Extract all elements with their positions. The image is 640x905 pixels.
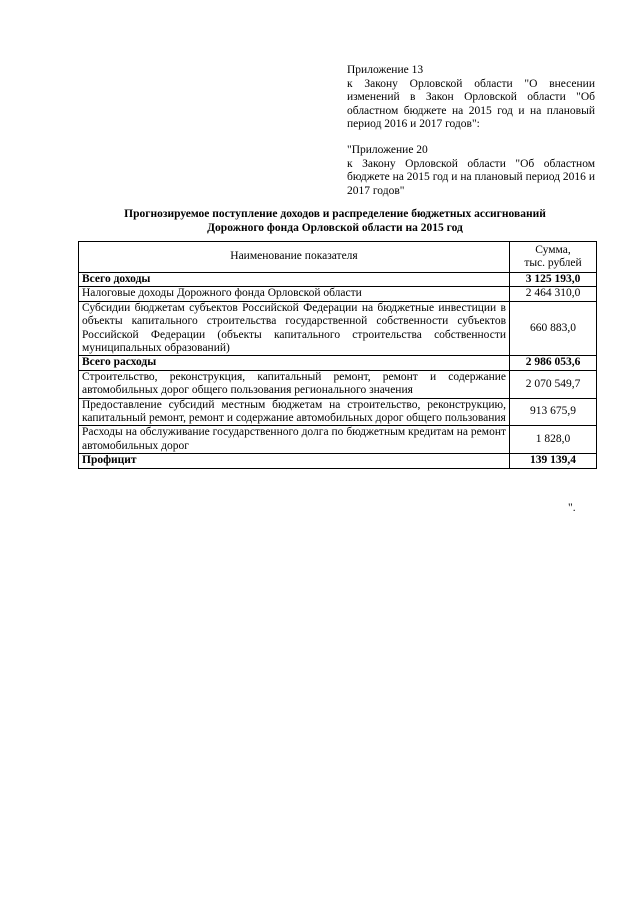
row-value: 139 139,4 bbox=[510, 454, 597, 468]
table-row bbox=[79, 454, 597, 468]
header-name: Наименование показателя bbox=[79, 242, 510, 273]
table-row bbox=[79, 370, 597, 398]
appendix-13-block bbox=[347, 64, 595, 132]
document-title-line-2: Дорожного фонда Орловской области на 2015 год bbox=[207, 221, 463, 234]
row-value: 2 464 310,0 bbox=[510, 287, 597, 301]
row-name: Субсидии бюджетам субъектов Российской Федерации на бюджетные инвестиции в объекты капитального строительства государственной собственности субъектов Российской Федерации (объекты капитального строительства собственности муниципальных образований) bbox=[79, 301, 510, 356]
header-amount-line-2: тыс. рублей bbox=[524, 257, 582, 269]
row-name: Всего расходы bbox=[79, 356, 510, 370]
appendix-13-text: к Закону Орловской области "О внесении изменений в Закон Орловской области "Об областном бюджете на 2015 год и на плановый период 2016 и 2017 годов": bbox=[347, 77, 595, 131]
row-name: Профицит bbox=[79, 454, 510, 468]
header-amount-line-1: Сумма, bbox=[535, 243, 571, 256]
row-name: Всего доходы bbox=[79, 273, 510, 287]
row-value: 660 883,0 bbox=[510, 301, 597, 356]
table-row bbox=[79, 273, 597, 287]
row-name: Расходы на обслуживание государственного долга по бюджетным кредитам на ремонт автомобильных дорог bbox=[79, 426, 510, 454]
row-name: Предоставление субсидий местным бюджетам на строительство, реконструкцию, капитальный ремонт, ремонт и содержание автомобильных дорог общего пользования bbox=[79, 398, 510, 426]
table-row bbox=[79, 398, 597, 426]
row-name: Налоговые доходы Дорожного фонда Орловской области bbox=[79, 287, 510, 301]
closing-quote-mark: ". bbox=[568, 502, 576, 514]
row-value: 2 070 549,7 bbox=[510, 370, 597, 398]
row-value: 2 986 053,6 bbox=[510, 356, 597, 370]
row-name: Строительство, реконструкция, капитальный ремонт, ремонт и содержание автомобильных дорог общего пользования регионального значения bbox=[79, 370, 510, 398]
row-value: 1 828,0 bbox=[510, 426, 597, 454]
table-row bbox=[79, 356, 597, 370]
appendix-20-block bbox=[347, 144, 595, 198]
table-row bbox=[79, 426, 597, 454]
row-value: 3 125 193,0 bbox=[510, 273, 597, 287]
appendix-20-text: к Закону Орловской области "Об областном бюджете на 2015 год и на плановый период 2016 и 2017 годов" bbox=[347, 157, 595, 197]
table-row bbox=[79, 287, 597, 301]
table-row bbox=[79, 301, 597, 356]
document-title bbox=[60, 208, 610, 236]
table-header-row bbox=[79, 242, 597, 273]
row-value: 913 675,9 bbox=[510, 398, 597, 426]
appendix-20-title: "Приложение 20 bbox=[347, 144, 428, 156]
header-amount bbox=[510, 242, 597, 273]
road-fund-table bbox=[78, 241, 597, 469]
appendix-13-title: Приложение 13 bbox=[347, 64, 424, 76]
document-title-line-1: Прогнозируемое поступление доходов и распределение бюджетных ассигнований bbox=[124, 208, 546, 220]
